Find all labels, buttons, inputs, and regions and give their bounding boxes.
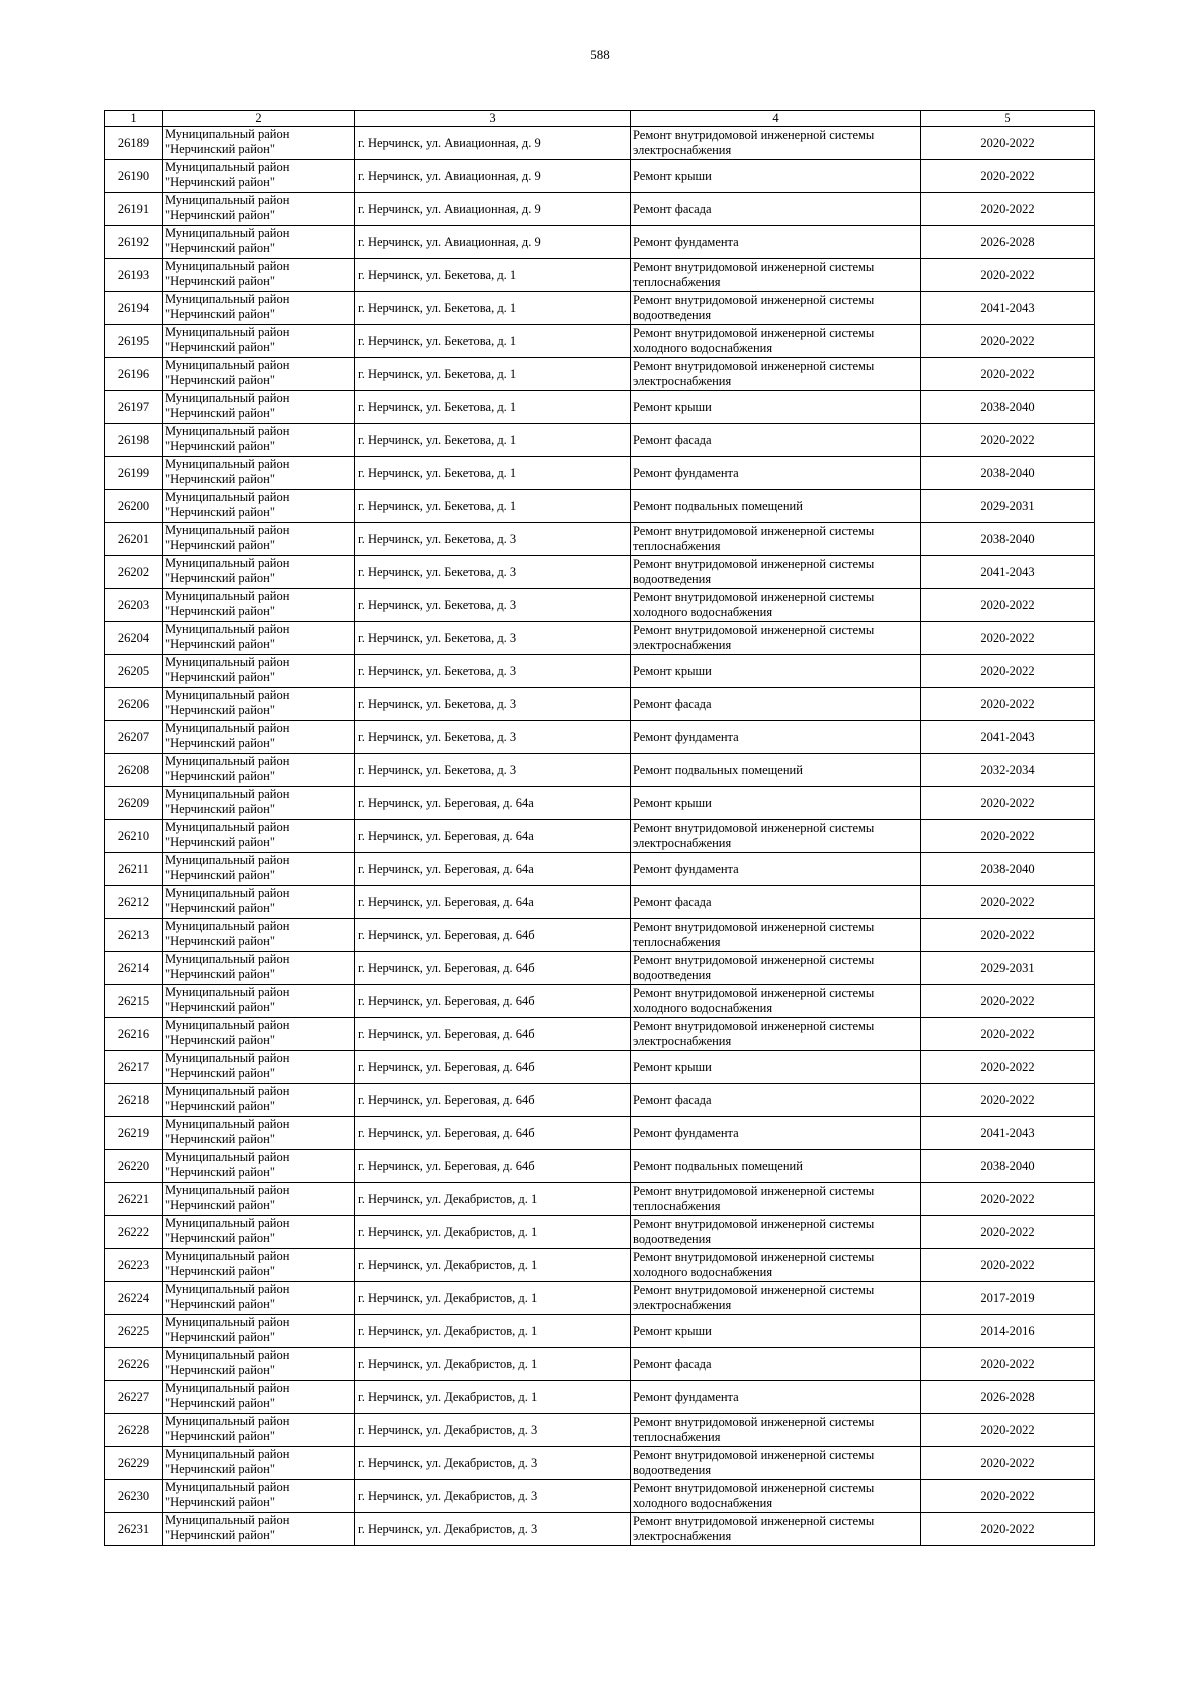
table-row — [105, 556, 1095, 589]
row-number-cell: 26199 — [105, 457, 163, 490]
table-row — [105, 193, 1095, 226]
period-cell: 2041-2043 — [921, 721, 1095, 754]
row-number-cell: 26222 — [105, 1216, 163, 1249]
municipality-cell: Муниципальный район "Нерчинский район" — [163, 1051, 355, 1084]
row-number-cell: 26192 — [105, 226, 163, 259]
period-cell: 2020-2022 — [921, 1447, 1095, 1480]
work-type-cell: Ремонт внутридомовой инженерной системы холодного водоснабжения — [631, 985, 921, 1018]
table-row — [105, 226, 1095, 259]
table-row — [105, 1084, 1095, 1117]
address-cell: г. Нерчинск, ул. Бекетова, д. 3 — [355, 589, 631, 622]
municipality-cell: Муниципальный район "Нерчинский район" — [163, 358, 355, 391]
period-cell: 2038-2040 — [921, 1150, 1095, 1183]
period-cell: 2020-2022 — [921, 1513, 1095, 1546]
address-cell: г. Нерчинск, ул. Береговая, д. 64б — [355, 919, 631, 952]
row-number-cell: 26211 — [105, 853, 163, 886]
work-type-cell: Ремонт крыши — [631, 160, 921, 193]
row-number-cell: 26216 — [105, 1018, 163, 1051]
municipality-cell: Муниципальный район "Нерчинский район" — [163, 985, 355, 1018]
municipality-cell: Муниципальный район "Нерчинский район" — [163, 754, 355, 787]
address-cell: г. Нерчинск, ул. Бекетова, д. 3 — [355, 754, 631, 787]
work-type-cell: Ремонт внутридомовой инженерной системы электроснабжения — [631, 358, 921, 391]
period-cell: 2020-2022 — [921, 358, 1095, 391]
table-row — [105, 490, 1095, 523]
address-cell: г. Нерчинск, ул. Декабристов, д. 1 — [355, 1348, 631, 1381]
table-row — [105, 721, 1095, 754]
municipality-cell: Муниципальный район "Нерчинский район" — [163, 490, 355, 523]
work-type-cell: Ремонт внутридомовой инженерной системы электроснабжения — [631, 820, 921, 853]
period-cell: 2038-2040 — [921, 391, 1095, 424]
table-row — [105, 1414, 1095, 1447]
municipality-cell: Муниципальный район "Нерчинский район" — [163, 1513, 355, 1546]
municipality-cell: Муниципальный район "Нерчинский район" — [163, 1480, 355, 1513]
municipality-cell: Муниципальный район "Нерчинский район" — [163, 952, 355, 985]
table-row — [105, 1018, 1095, 1051]
table-row — [105, 622, 1095, 655]
period-cell: 2032-2034 — [921, 754, 1095, 787]
period-cell: 2020-2022 — [921, 820, 1095, 853]
table-row — [105, 1381, 1095, 1414]
table-row — [105, 259, 1095, 292]
municipality-cell: Муниципальный район "Нерчинский район" — [163, 1315, 355, 1348]
address-cell: г. Нерчинск, ул. Декабристов, д. 3 — [355, 1414, 631, 1447]
address-cell: г. Нерчинск, ул. Декабристов, д. 1 — [355, 1381, 631, 1414]
municipality-cell: Муниципальный район "Нерчинский район" — [163, 1183, 355, 1216]
address-cell: г. Нерчинск, ул. Бекетова, д. 1 — [355, 424, 631, 457]
municipality-cell: Муниципальный район "Нерчинский район" — [163, 787, 355, 820]
row-number-cell: 26207 — [105, 721, 163, 754]
period-cell: 2029-2031 — [921, 952, 1095, 985]
table-row — [105, 589, 1095, 622]
work-type-cell: Ремонт внутридомовой инженерной системы холодного водоснабжения — [631, 325, 921, 358]
table-header-row — [105, 111, 1095, 127]
municipality-cell: Муниципальный район "Нерчинский район" — [163, 1150, 355, 1183]
period-cell: 2014-2016 — [921, 1315, 1095, 1348]
row-number-cell: 26214 — [105, 952, 163, 985]
work-type-cell: Ремонт внутридомовой инженерной системы водоотведения — [631, 1447, 921, 1480]
municipality-cell: Муниципальный район "Нерчинский район" — [163, 1282, 355, 1315]
row-number-cell: 26218 — [105, 1084, 163, 1117]
work-type-cell: Ремонт фасада — [631, 886, 921, 919]
table-row — [105, 358, 1095, 391]
municipality-cell: Муниципальный район "Нерчинский район" — [163, 325, 355, 358]
work-type-cell: Ремонт внутридомовой инженерной системы электроснабжения — [631, 1513, 921, 1546]
period-cell: 2017-2019 — [921, 1282, 1095, 1315]
work-type-cell: Ремонт фундамента — [631, 853, 921, 886]
address-cell: г. Нерчинск, ул. Береговая, д. 64б — [355, 1150, 631, 1183]
row-number-cell: 26215 — [105, 985, 163, 1018]
period-cell: 2026-2028 — [921, 1381, 1095, 1414]
address-cell: г. Нерчинск, ул. Бекетова, д. 1 — [355, 490, 631, 523]
municipality-cell: Муниципальный район "Нерчинский район" — [163, 424, 355, 457]
municipality-cell: Муниципальный район "Нерчинский район" — [163, 127, 355, 160]
work-type-cell: Ремонт внутридомовой инженерной системы теплоснабжения — [631, 1183, 921, 1216]
work-type-cell: Ремонт внутридомовой инженерной системы водоотведения — [631, 952, 921, 985]
work-type-cell: Ремонт фасада — [631, 1084, 921, 1117]
row-number-cell: 26225 — [105, 1315, 163, 1348]
row-number-cell: 26198 — [105, 424, 163, 457]
work-type-cell: Ремонт внутридомовой инженерной системы электроснабжения — [631, 1018, 921, 1051]
address-cell: г. Нерчинск, ул. Бекетова, д. 1 — [355, 457, 631, 490]
address-cell: г. Нерчинск, ул. Декабристов, д. 1 — [355, 1282, 631, 1315]
period-cell: 2020-2022 — [921, 985, 1095, 1018]
row-number-cell: 26230 — [105, 1480, 163, 1513]
row-number-cell: 26195 — [105, 325, 163, 358]
table-row — [105, 1348, 1095, 1381]
column-header-5: 5 — [921, 111, 1095, 127]
address-cell: г. Нерчинск, ул. Бекетова, д. 1 — [355, 358, 631, 391]
address-cell: г. Нерчинск, ул. Бекетова, д. 1 — [355, 325, 631, 358]
address-cell: г. Нерчинск, ул. Бекетова, д. 3 — [355, 655, 631, 688]
work-type-cell: Ремонт внутридомовой инженерной системы электроснабжения — [631, 622, 921, 655]
municipality-cell: Муниципальный район "Нерчинский район" — [163, 1348, 355, 1381]
period-cell: 2020-2022 — [921, 688, 1095, 721]
municipality-cell: Муниципальный район "Нерчинский район" — [163, 1414, 355, 1447]
row-number-cell: 26229 — [105, 1447, 163, 1480]
work-type-cell: Ремонт фасада — [631, 424, 921, 457]
row-number-cell: 26217 — [105, 1051, 163, 1084]
municipality-cell: Муниципальный район "Нерчинский район" — [163, 391, 355, 424]
period-cell: 2020-2022 — [921, 1183, 1095, 1216]
work-type-cell: Ремонт внутридомовой инженерной системы холодного водоснабжения — [631, 1249, 921, 1282]
work-type-cell: Ремонт крыши — [631, 1315, 921, 1348]
municipality-cell: Муниципальный район "Нерчинский район" — [163, 556, 355, 589]
period-cell: 2020-2022 — [921, 589, 1095, 622]
row-number-cell: 26206 — [105, 688, 163, 721]
row-number-cell: 26213 — [105, 919, 163, 952]
work-type-cell: Ремонт подвальных помещений — [631, 754, 921, 787]
period-cell: 2020-2022 — [921, 1348, 1095, 1381]
work-type-cell: Ремонт крыши — [631, 655, 921, 688]
row-number-cell: 26228 — [105, 1414, 163, 1447]
row-number-cell: 26201 — [105, 523, 163, 556]
period-cell: 2020-2022 — [921, 886, 1095, 919]
period-cell: 2020-2022 — [921, 1480, 1095, 1513]
period-cell: 2020-2022 — [921, 919, 1095, 952]
municipality-cell: Муниципальный район "Нерчинский район" — [163, 1249, 355, 1282]
work-type-cell: Ремонт фасада — [631, 193, 921, 226]
address-cell: г. Нерчинск, ул. Береговая, д. 64б — [355, 985, 631, 1018]
municipality-cell: Муниципальный район "Нерчинский район" — [163, 853, 355, 886]
row-number-cell: 26193 — [105, 259, 163, 292]
period-cell: 2020-2022 — [921, 1249, 1095, 1282]
municipality-cell: Муниципальный район "Нерчинский район" — [163, 919, 355, 952]
work-type-cell: Ремонт внутридомовой инженерной системы электроснабжения — [631, 1282, 921, 1315]
municipality-cell: Муниципальный район "Нерчинский район" — [163, 1216, 355, 1249]
municipality-cell: Муниципальный район "Нерчинский район" — [163, 655, 355, 688]
work-type-cell: Ремонт внутридомовой инженерной системы водоотведения — [631, 292, 921, 325]
municipality-cell: Муниципальный район "Нерчинский район" — [163, 1018, 355, 1051]
period-cell: 2020-2022 — [921, 1414, 1095, 1447]
row-number-cell: 26202 — [105, 556, 163, 589]
table-row — [105, 985, 1095, 1018]
period-cell: 2026-2028 — [921, 226, 1095, 259]
column-header-2: 2 — [163, 111, 355, 127]
period-cell: 2020-2022 — [921, 1018, 1095, 1051]
table-row — [105, 952, 1095, 985]
table-row — [105, 820, 1095, 853]
municipality-cell: Муниципальный район "Нерчинский район" — [163, 886, 355, 919]
row-number-cell: 26208 — [105, 754, 163, 787]
address-cell: г. Нерчинск, ул. Бекетова, д. 1 — [355, 391, 631, 424]
work-type-cell: Ремонт внутридомовой инженерной системы теплоснабжения — [631, 523, 921, 556]
period-cell: 2020-2022 — [921, 1051, 1095, 1084]
period-cell: 2020-2022 — [921, 193, 1095, 226]
work-type-cell: Ремонт подвальных помещений — [631, 1150, 921, 1183]
row-number-cell: 26204 — [105, 622, 163, 655]
row-number-cell: 26209 — [105, 787, 163, 820]
work-type-cell: Ремонт подвальных помещений — [631, 490, 921, 523]
table-row — [105, 1480, 1095, 1513]
address-cell: г. Нерчинск, ул. Авиационная, д. 9 — [355, 127, 631, 160]
row-number-cell: 26189 — [105, 127, 163, 160]
column-header-1: 1 — [105, 111, 163, 127]
work-type-cell: Ремонт внутридомовой инженерной системы теплоснабжения — [631, 919, 921, 952]
row-number-cell: 26205 — [105, 655, 163, 688]
municipality-cell: Муниципальный район "Нерчинский район" — [163, 292, 355, 325]
table-body — [105, 127, 1095, 1546]
work-type-cell: Ремонт фундамента — [631, 1117, 921, 1150]
work-type-cell: Ремонт внутридомовой инженерной системы холодного водоснабжения — [631, 589, 921, 622]
table-row — [105, 1249, 1095, 1282]
table-row — [105, 787, 1095, 820]
table-row — [105, 1183, 1095, 1216]
work-type-cell: Ремонт внутридомовой инженерной системы электроснабжения — [631, 127, 921, 160]
address-cell: г. Нерчинск, ул. Декабристов, д. 3 — [355, 1447, 631, 1480]
period-cell: 2020-2022 — [921, 787, 1095, 820]
address-cell: г. Нерчинск, ул. Декабристов, д. 1 — [355, 1183, 631, 1216]
row-number-cell: 26212 — [105, 886, 163, 919]
table-row — [105, 1315, 1095, 1348]
period-cell: 2041-2043 — [921, 556, 1095, 589]
address-cell: г. Нерчинск, ул. Береговая, д. 64а — [355, 853, 631, 886]
municipality-cell: Муниципальный район "Нерчинский район" — [163, 259, 355, 292]
table-row — [105, 127, 1095, 160]
address-cell: г. Нерчинск, ул. Декабристов, д. 3 — [355, 1480, 631, 1513]
work-type-cell: Ремонт фасада — [631, 688, 921, 721]
row-number-cell: 26220 — [105, 1150, 163, 1183]
address-cell: г. Нерчинск, ул. Береговая, д. 64б — [355, 1018, 631, 1051]
address-cell: г. Нерчинск, ул. Бекетова, д. 1 — [355, 292, 631, 325]
row-number-cell: 26203 — [105, 589, 163, 622]
address-cell: г. Нерчинск, ул. Береговая, д. 64б — [355, 1117, 631, 1150]
table-row — [105, 919, 1095, 952]
table-row — [105, 1150, 1095, 1183]
address-cell: г. Нерчинск, ул. Береговая, д. 64а — [355, 820, 631, 853]
address-cell: г. Нерчинск, ул. Береговая, д. 64а — [355, 787, 631, 820]
work-type-cell: Ремонт внутридомовой инженерной системы водоотведения — [631, 1216, 921, 1249]
period-cell: 2020-2022 — [921, 127, 1095, 160]
municipality-cell: Муниципальный район "Нерчинский район" — [163, 589, 355, 622]
period-cell: 2041-2043 — [921, 292, 1095, 325]
row-number-cell: 26210 — [105, 820, 163, 853]
table-row — [105, 325, 1095, 358]
municipality-cell: Муниципальный район "Нерчинский район" — [163, 226, 355, 259]
table-row — [105, 1282, 1095, 1315]
address-cell: г. Нерчинск, ул. Береговая, д. 64б — [355, 1051, 631, 1084]
address-cell: г. Нерчинск, ул. Авиационная, д. 9 — [355, 160, 631, 193]
row-number-cell: 26226 — [105, 1348, 163, 1381]
row-number-cell: 26221 — [105, 1183, 163, 1216]
address-cell: г. Нерчинск, ул. Бекетова, д. 3 — [355, 622, 631, 655]
period-cell: 2020-2022 — [921, 259, 1095, 292]
municipality-cell: Муниципальный район "Нерчинский район" — [163, 820, 355, 853]
table-row — [105, 886, 1095, 919]
period-cell: 2020-2022 — [921, 325, 1095, 358]
table-row — [105, 1216, 1095, 1249]
work-type-cell: Ремонт крыши — [631, 787, 921, 820]
municipality-cell: Муниципальный район "Нерчинский район" — [163, 160, 355, 193]
work-type-cell: Ремонт внутридомовой инженерной системы водоотведения — [631, 556, 921, 589]
table-row — [105, 1117, 1095, 1150]
municipality-cell: Муниципальный район "Нерчинский район" — [163, 1117, 355, 1150]
column-header-4: 4 — [631, 111, 921, 127]
row-number-cell: 26194 — [105, 292, 163, 325]
municipality-cell: Муниципальный район "Нерчинский район" — [163, 1381, 355, 1414]
municipality-cell: Муниципальный район "Нерчинский район" — [163, 457, 355, 490]
row-number-cell: 26223 — [105, 1249, 163, 1282]
address-cell: г. Нерчинск, ул. Береговая, д. 64б — [355, 1084, 631, 1117]
municipality-cell: Муниципальный район "Нерчинский район" — [163, 193, 355, 226]
row-number-cell: 26197 — [105, 391, 163, 424]
address-cell: г. Нерчинск, ул. Бекетова, д. 3 — [355, 688, 631, 721]
table-row — [105, 1051, 1095, 1084]
work-type-cell: Ремонт внутридомовой инженерной системы теплоснабжения — [631, 1414, 921, 1447]
work-type-cell: Ремонт фасада — [631, 1348, 921, 1381]
address-cell: г. Нерчинск, ул. Авиационная, д. 9 — [355, 193, 631, 226]
table-row — [105, 523, 1095, 556]
address-cell: г. Нерчинск, ул. Авиационная, д. 9 — [355, 226, 631, 259]
municipality-cell: Муниципальный район "Нерчинский район" — [163, 523, 355, 556]
municipality-cell: Муниципальный район "Нерчинский район" — [163, 721, 355, 754]
work-type-cell: Ремонт крыши — [631, 391, 921, 424]
address-cell: г. Нерчинск, ул. Декабристов, д. 1 — [355, 1216, 631, 1249]
address-cell: г. Нерчинск, ул. Декабристов, д. 1 — [355, 1249, 631, 1282]
address-cell: г. Нерчинск, ул. Декабристов, д. 1 — [355, 1315, 631, 1348]
row-number-cell: 26224 — [105, 1282, 163, 1315]
row-number-cell: 26190 — [105, 160, 163, 193]
period-cell: 2020-2022 — [921, 160, 1095, 193]
work-schedule-table — [104, 110, 1095, 1546]
table-row — [105, 292, 1095, 325]
table-row — [105, 1513, 1095, 1546]
period-cell: 2041-2043 — [921, 1117, 1095, 1150]
table-row — [105, 457, 1095, 490]
address-cell: г. Нерчинск, ул. Бекетова, д. 3 — [355, 721, 631, 754]
period-cell: 2020-2022 — [921, 655, 1095, 688]
address-cell: г. Нерчинск, ул. Декабристов, д. 3 — [355, 1513, 631, 1546]
municipality-cell: Муниципальный район "Нерчинский район" — [163, 1447, 355, 1480]
row-number-cell: 26227 — [105, 1381, 163, 1414]
row-number-cell: 26219 — [105, 1117, 163, 1150]
period-cell: 2020-2022 — [921, 1084, 1095, 1117]
table-row — [105, 754, 1095, 787]
municipality-cell: Муниципальный район "Нерчинский район" — [163, 622, 355, 655]
work-type-cell: Ремонт фундамента — [631, 1381, 921, 1414]
row-number-cell: 26196 — [105, 358, 163, 391]
column-header-3: 3 — [355, 111, 631, 127]
period-cell: 2038-2040 — [921, 523, 1095, 556]
table-row — [105, 655, 1095, 688]
row-number-cell: 26191 — [105, 193, 163, 226]
table-row — [105, 688, 1095, 721]
table-row — [105, 424, 1095, 457]
table-row — [105, 391, 1095, 424]
municipality-cell: Муниципальный район "Нерчинский район" — [163, 688, 355, 721]
work-type-cell: Ремонт фундамента — [631, 226, 921, 259]
work-type-cell: Ремонт фундамента — [631, 721, 921, 754]
municipality-cell: Муниципальный район "Нерчинский район" — [163, 1084, 355, 1117]
row-number-cell: 26200 — [105, 490, 163, 523]
row-number-cell: 26231 — [105, 1513, 163, 1546]
table-row — [105, 853, 1095, 886]
address-cell: г. Нерчинск, ул. Бекетова, д. 1 — [355, 259, 631, 292]
period-cell: 2038-2040 — [921, 457, 1095, 490]
address-cell: г. Нерчинск, ул. Бекетова, д. 3 — [355, 523, 631, 556]
work-type-cell: Ремонт внутридомовой инженерной системы теплоснабжения — [631, 259, 921, 292]
period-cell: 2020-2022 — [921, 1216, 1095, 1249]
period-cell: 2029-2031 — [921, 490, 1095, 523]
address-cell: г. Нерчинск, ул. Береговая, д. 64а — [355, 886, 631, 919]
page-number: 588 — [590, 47, 610, 62]
address-cell: г. Нерчинск, ул. Бекетова, д. 3 — [355, 556, 631, 589]
period-cell: 2020-2022 — [921, 622, 1095, 655]
work-type-cell: Ремонт крыши — [631, 1051, 921, 1084]
table-row — [105, 160, 1095, 193]
table-row — [105, 1447, 1095, 1480]
work-type-cell: Ремонт внутридомовой инженерной системы холодного водоснабжения — [631, 1480, 921, 1513]
work-type-cell: Ремонт фундамента — [631, 457, 921, 490]
period-cell: 2038-2040 — [921, 853, 1095, 886]
period-cell: 2020-2022 — [921, 424, 1095, 457]
address-cell: г. Нерчинск, ул. Береговая, д. 64б — [355, 952, 631, 985]
